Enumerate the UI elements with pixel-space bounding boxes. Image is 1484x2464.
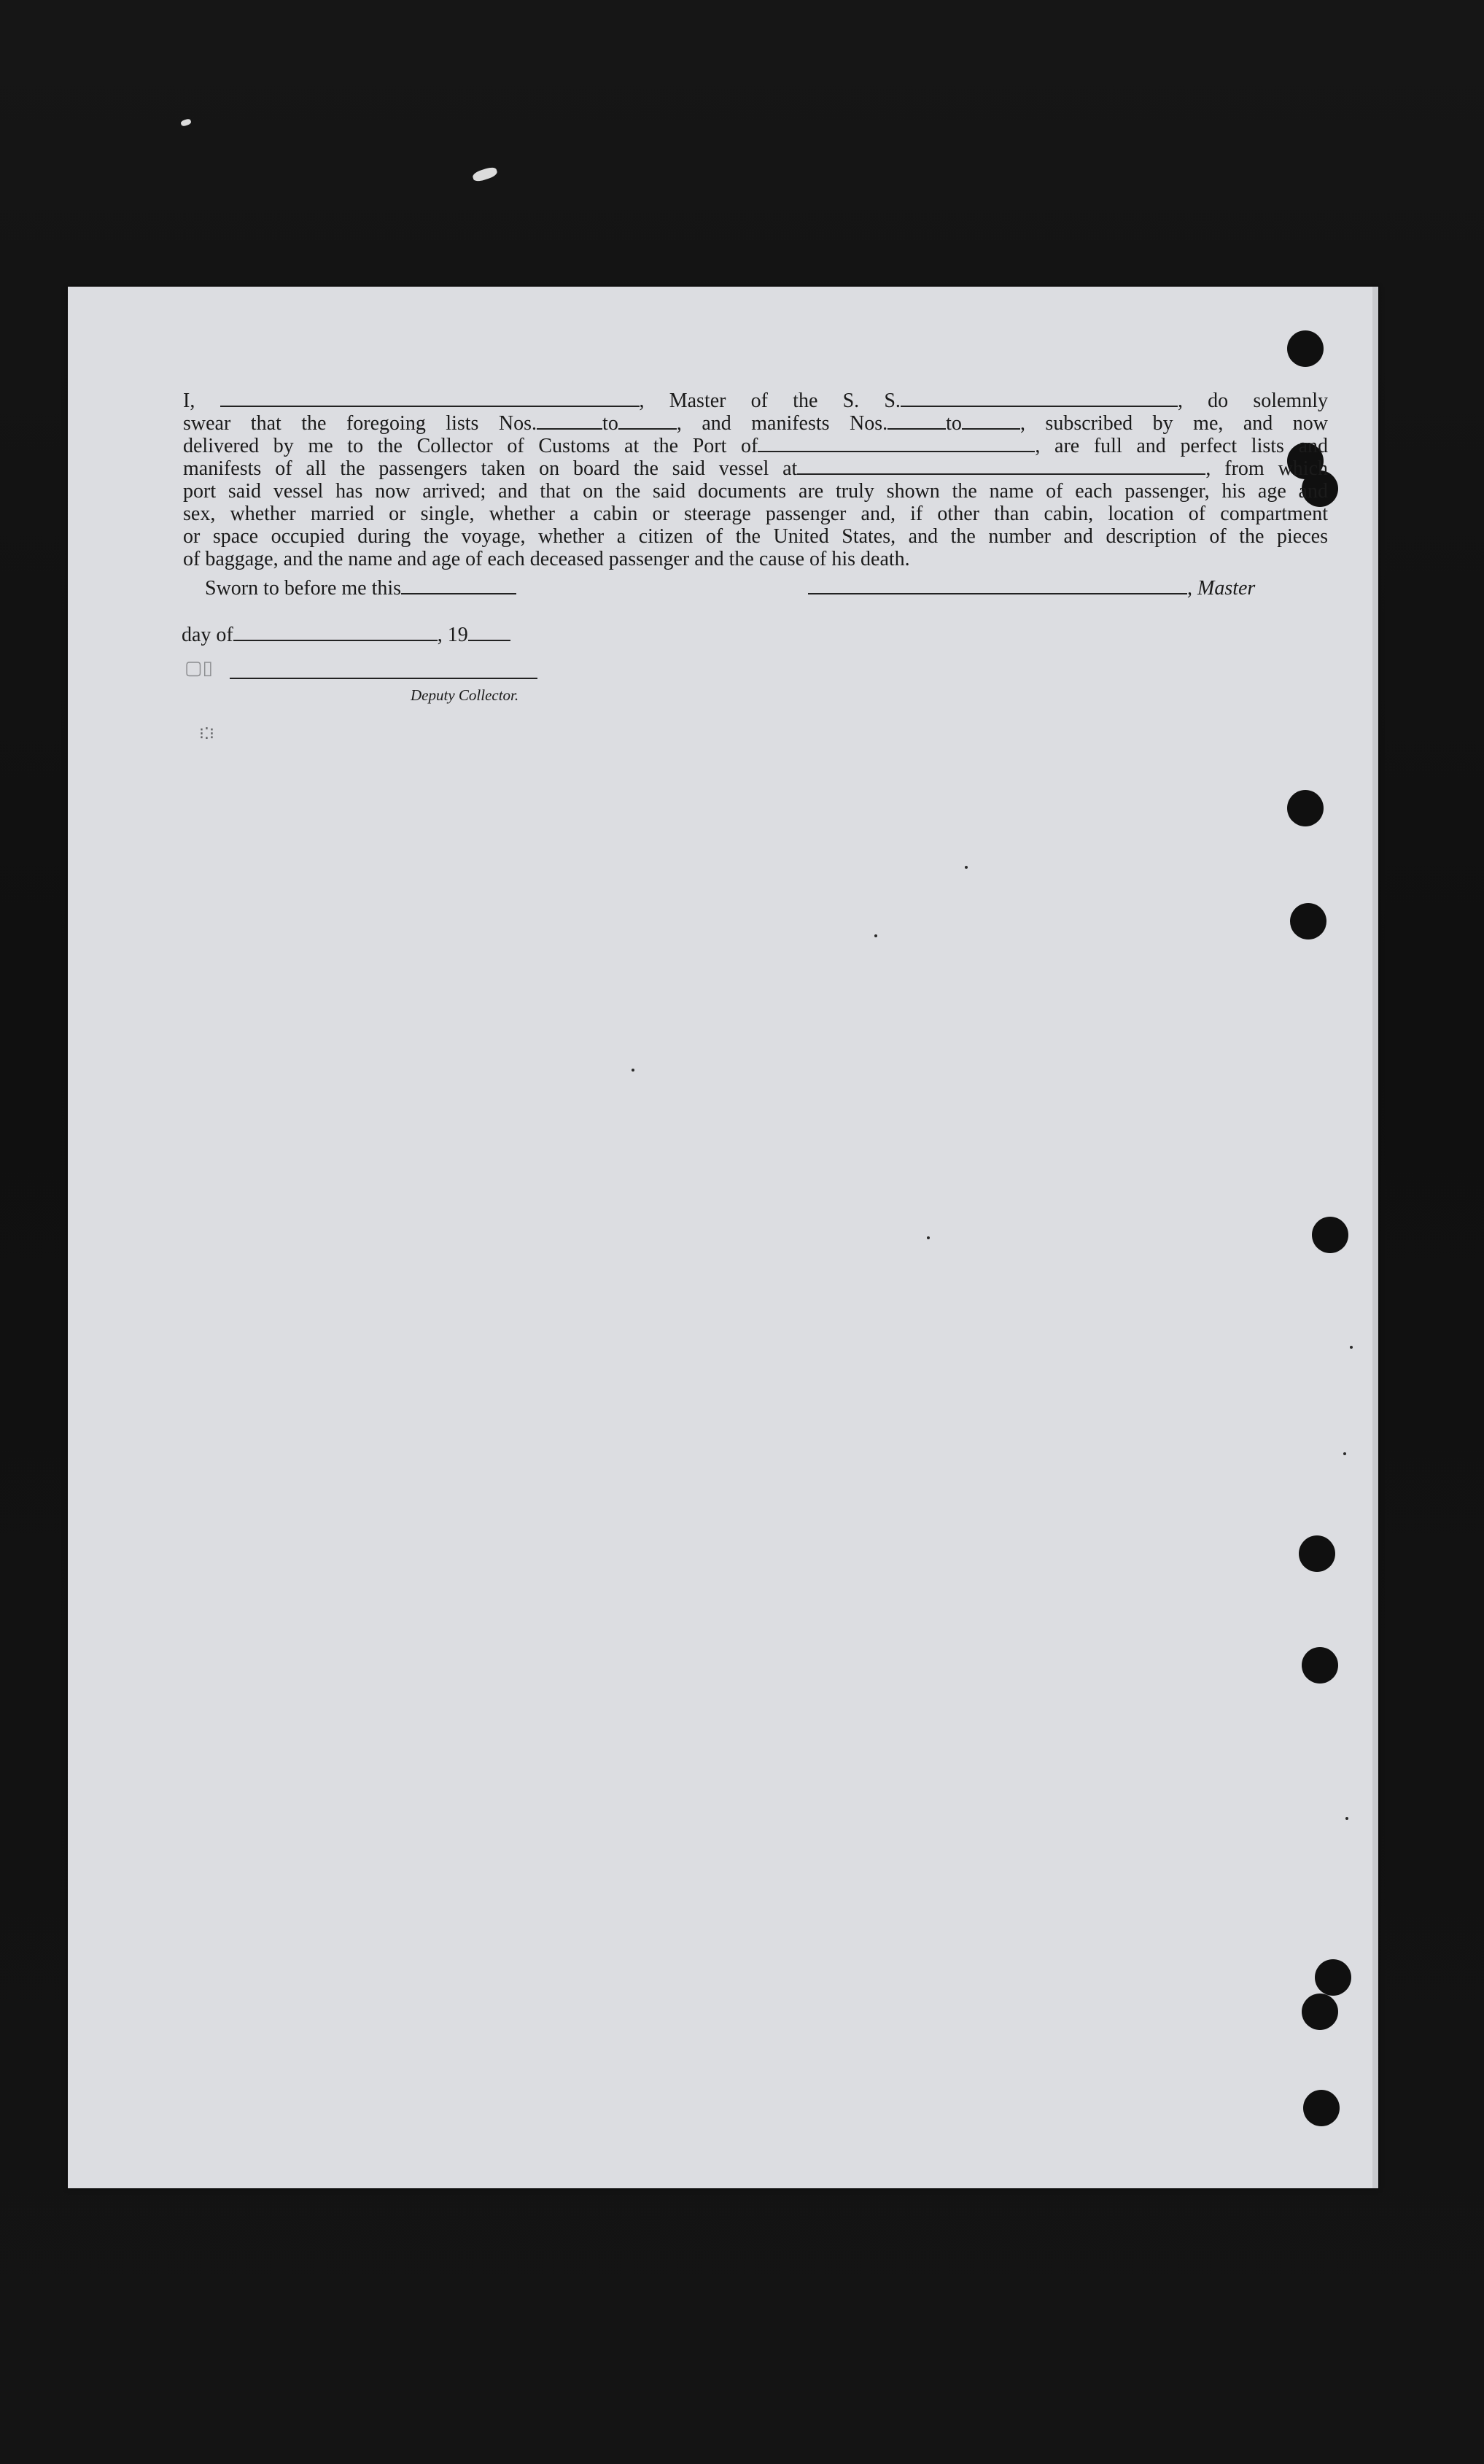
binder-hole [1287, 790, 1324, 826]
manifest-no-from-field[interactable] [887, 412, 946, 430]
oath-text: , are full and perfect lists and [1035, 435, 1328, 457]
master-name-field[interactable] [220, 390, 640, 407]
faint-stamp-mark: ⁝⁚⁝ [199, 724, 214, 743]
oath-text: , from which [1205, 457, 1328, 480]
oath-text: or space occupied during the voyage, whether a citizen of the United States, and the number and description of the pieces [183, 525, 1328, 548]
binder-hole [1312, 1217, 1348, 1253]
year-field[interactable] [468, 624, 510, 641]
paper-speck [1343, 1452, 1346, 1455]
sworn-day-field[interactable] [401, 577, 516, 594]
master-label: , Master [1187, 577, 1256, 600]
oath-text: swear that the foregoing lists Nos. [183, 412, 537, 435]
oath-text: of baggage, and the name and age of each deceased passenger and the cause of his death. [183, 548, 910, 570]
page-edge [1372, 287, 1378, 2188]
paper-speck [632, 1069, 634, 1072]
port-of-arrival-field[interactable] [758, 435, 1035, 452]
oath-text: , and manifests Nos. [676, 412, 888, 435]
day-of-label: day of [182, 624, 233, 646]
oath-line-6 [183, 503, 1328, 525]
sworn-line [205, 577, 516, 600]
oath-text: delivered by me to the Collector of Customs at the Port of [183, 435, 758, 457]
oath-paragraph [183, 390, 1328, 570]
oath-line-2 [183, 412, 1328, 435]
deputy-collector-signature-field[interactable] [230, 662, 537, 679]
oath-text: , subscribed by me, and now [1019, 412, 1328, 435]
binder-hole [1287, 330, 1324, 367]
oath-text: to [602, 412, 618, 435]
deputy-collector-block [230, 662, 537, 685]
list-no-from-field[interactable] [537, 412, 602, 430]
year-prefix-label: , 19 [437, 624, 468, 646]
binder-hole [1303, 2090, 1340, 2126]
oath-text: manifests of all the passengers taken on board the said vessel at [183, 457, 798, 480]
oath-line-8 [183, 548, 1328, 570]
oath-line-1 [183, 390, 1328, 412]
oath-text: , do solemnly [1177, 390, 1328, 412]
binder-hole [1299, 1535, 1335, 1572]
oath-text: sex, whether married or single, whether a cabin or steerage passenger and, if other than cabin, location of compartment [183, 503, 1328, 525]
master-signature-line [808, 577, 1255, 600]
paper-speck [874, 934, 877, 937]
oath-text: , Master of the S. S. [639, 390, 901, 412]
oath-text: to [946, 412, 962, 435]
binder-hole [1302, 1647, 1338, 1684]
paper-speck [927, 1236, 930, 1239]
binder-hole [1290, 903, 1326, 940]
oath-line-4 [183, 457, 1328, 480]
binder-hole [1315, 1959, 1351, 1996]
master-signature-field[interactable] [808, 577, 1187, 594]
day-line [182, 624, 510, 647]
binder-hole [1302, 1994, 1338, 2030]
paper-speck [1350, 1346, 1353, 1349]
month-field[interactable] [233, 624, 438, 641]
list-no-to-field[interactable] [618, 412, 677, 430]
paper-speck [965, 866, 968, 869]
deputy-collector-label: Deputy Collector. [411, 686, 519, 704]
paper-speck [1345, 1817, 1348, 1820]
oath-text: I, [183, 390, 195, 412]
ship-name-field[interactable] [901, 390, 1178, 407]
oath-line-3 [183, 435, 1328, 457]
form-page [68, 287, 1378, 2188]
sworn-label: Sworn to before me this [205, 577, 402, 600]
oath-text: port said vessel has now arrived; and that on the said documents are truly shown the name of each passenger, his age and [183, 480, 1328, 503]
faint-stamp-mark: ▢▯ [184, 657, 213, 678]
port-of-departure-field[interactable] [797, 457, 1205, 475]
manifest-no-to-field[interactable] [962, 412, 1020, 430]
oath-line-7 [183, 525, 1328, 548]
oath-line-5 [183, 480, 1328, 503]
